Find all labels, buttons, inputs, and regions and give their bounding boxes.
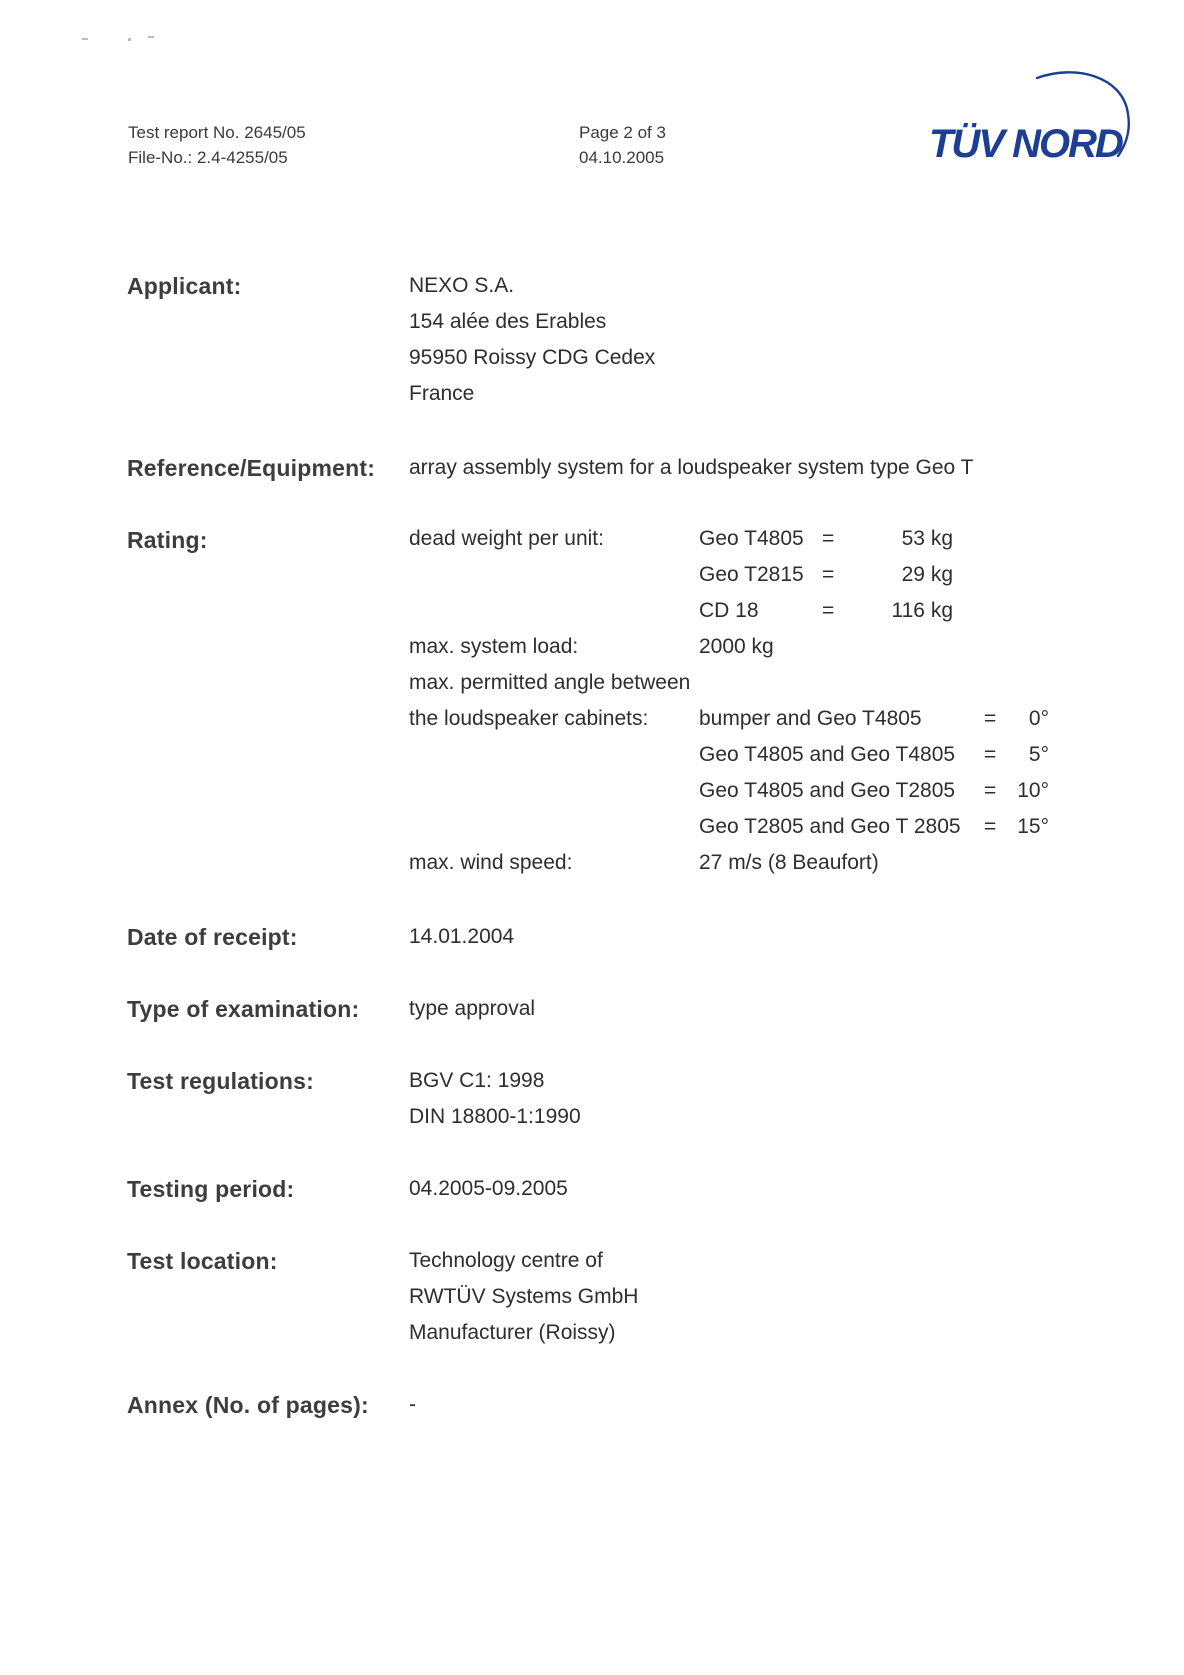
angle-label-line-2: the loudspeaker cabinets: xyxy=(409,707,649,730)
page-number: Page 2 of 3 xyxy=(579,123,666,142)
svg-text:TÜV NORD: TÜV NORD xyxy=(929,122,1122,166)
test-regulation: BGV C1: 1998 xyxy=(409,1069,545,1092)
testing-period-value: 04.2005-09.2005 xyxy=(409,1177,568,1200)
applicant-label: Applicant: xyxy=(127,273,242,299)
applicant-line: 95950 Roissy CDG Cedex xyxy=(409,346,656,369)
report-header xyxy=(128,120,306,170)
dead-weight-value: 116 kg xyxy=(891,599,953,622)
applicant-line: France xyxy=(409,382,475,405)
testing-period-label: Testing period: xyxy=(127,1176,295,1202)
dead-weight-label: dead weight per unit: xyxy=(409,527,604,550)
reference-label: Reference/Equipment: xyxy=(127,455,376,481)
wind-speed-value: 27 m/s (8 Beaufort) xyxy=(699,851,879,874)
file-number: File-No.: 2.4-4255/05 xyxy=(128,148,288,167)
scan-speck xyxy=(82,38,88,40)
dead-weight-item: Geo T4805 xyxy=(699,527,804,550)
test-location-line: Technology centre of xyxy=(409,1249,603,1272)
type-of-examination-value: type approval xyxy=(409,997,536,1020)
angle-item: bumper and Geo T4805 xyxy=(699,707,922,730)
report-date: 04.10.2005 xyxy=(579,148,665,167)
rating-section xyxy=(127,527,1127,887)
applicant-address xyxy=(409,268,655,412)
angle-item: Geo T2805 and Geo T 2805 xyxy=(699,815,961,838)
dead-weight-value: 29 kg xyxy=(901,563,953,586)
page-info xyxy=(579,120,666,170)
angle-equals: = xyxy=(984,707,997,730)
dead-weight-equals: = xyxy=(822,527,835,550)
test-location-label: Test location: xyxy=(127,1248,278,1274)
applicant-line: NEXO S.A. xyxy=(409,274,515,297)
scan-speck xyxy=(128,38,131,41)
annex-value: - xyxy=(409,1393,416,1416)
angle-value: 15° xyxy=(1017,815,1049,838)
tuv-nord-logo xyxy=(925,64,1135,174)
angle-equals: = xyxy=(984,743,997,766)
report-number: Test report No. 2645/05 xyxy=(128,123,306,142)
scan-speck xyxy=(148,36,154,38)
annex-label: Annex (No. of pages): xyxy=(127,1392,369,1418)
angle-equals: = xyxy=(984,779,997,802)
angle-value: 10° xyxy=(1017,779,1049,802)
dead-weight-item: Geo T2815 xyxy=(699,563,804,586)
test-location-lines xyxy=(409,1243,638,1351)
test-regulations-label: Test regulations: xyxy=(127,1068,314,1094)
test-location-line: RWTÜV Systems GmbH xyxy=(409,1285,639,1308)
rating-label: Rating: xyxy=(127,527,208,553)
max-load-value: 2000 kg xyxy=(699,635,774,658)
dead-weight-equals: = xyxy=(822,563,835,586)
angle-value: 0° xyxy=(1028,707,1049,730)
dead-weight-item: CD 18 xyxy=(699,599,759,622)
test-regulations-list xyxy=(409,1063,581,1135)
angle-item: Geo T4805 and Geo T2805 xyxy=(699,779,956,802)
angle-label-line-1: max. permitted angle between xyxy=(409,671,691,694)
reference-value: array assembly system for a loudspeaker system type Geo T xyxy=(409,456,974,479)
date-of-receipt-label: Date of receipt: xyxy=(127,924,298,950)
test-regulation: DIN 18800-1:1990 xyxy=(409,1105,581,1128)
max-load-label: max. system load: xyxy=(409,635,579,658)
angle-item: Geo T4805 and Geo T4805 xyxy=(699,743,956,766)
dead-weight-equals: = xyxy=(822,599,835,622)
type-of-examination-label: Type of examination: xyxy=(127,996,360,1022)
test-location-line: Manufacturer (Roissy) xyxy=(409,1321,616,1344)
angle-value: 5° xyxy=(1028,743,1049,766)
date-of-receipt-value: 14.01.2004 xyxy=(409,925,515,948)
angle-equals: = xyxy=(984,815,997,838)
applicant-line: 154 alée des Erables xyxy=(409,310,607,333)
wind-speed-label: max. wind speed: xyxy=(409,851,573,874)
dead-weight-value: 53 kg xyxy=(901,527,953,550)
